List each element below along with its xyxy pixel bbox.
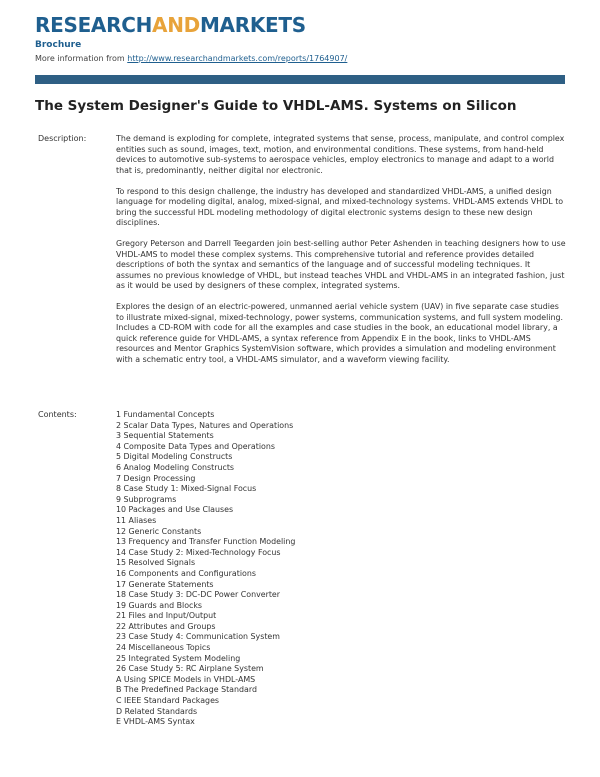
contents-item: 10 Packages and Use Clauses	[116, 505, 234, 515]
contents-item: 6 Analog Modeling Constructs	[116, 462, 235, 472]
more-info-line	[35, 53, 347, 64]
contents-item: A Using SPICE Models in VHDL-AMS	[116, 674, 256, 684]
contents-item: 11 Aliases	[116, 515, 157, 525]
contents-item: 12 Generic Constants	[116, 526, 202, 536]
contents-item: 17 Generate Statements	[116, 579, 214, 589]
contents-item: 25 Integrated System Modeling	[116, 653, 241, 663]
contents-item: 14 Case Study 2: Mixed-Technology Focus	[116, 547, 281, 557]
report-link[interactable]: http://www.researchandmarkets.com/reports/1764907/	[127, 54, 348, 63]
contents-item: 24 Miscellaneous Topics	[116, 643, 211, 653]
contents-item: 8 Case Study 1: Mixed-Signal Focus	[116, 484, 257, 494]
contents-item: 9 Subprograms	[116, 494, 177, 504]
description-paragraph: The demand is exploding for complete, integrated systems that sense, process, manipulate, and control complex entities such as sound, images, text, motion, and environmental conditions. These systems, from hand-held devices to automotive sub-systems to aerospace vehicles, employ electronics to manage and adapt to a world that is, predominantly, neither digital nor electronic.	[116, 134, 565, 175]
page-title: The System Designer's Guide to VHDL-AMS. Systems on Silicon	[35, 98, 517, 114]
description-body	[116, 134, 566, 376]
contents-item: 4 Composite Data Types and Operations	[116, 441, 275, 451]
contents-item: 1 Fundamental Concepts	[116, 410, 215, 419]
contents-item: 19 Guards and Blocks	[116, 600, 203, 610]
description-label: Description:	[38, 134, 87, 143]
header-divider-bar	[35, 75, 565, 84]
logo	[35, 13, 306, 37]
contents-item: B The Predefined Package Standard	[116, 685, 257, 695]
contents-item: 3 Sequential Statements	[116, 431, 214, 441]
contents-item: 5 Digital Modeling Constructs	[116, 452, 233, 462]
contents-item: 2 Scalar Data Types, Natures and Operations	[116, 420, 294, 430]
contents-item: 7 Design Processing	[116, 473, 196, 483]
description-paragraph: Includes a CD-ROM with code for all the examples and case studies in the book, an educational model library, a quick reference guide for VHDL-AMS, a syntax reference from Appendix E in the book, links to VHDL-AMS resources and Mentor Graphics SystemVision software, which provides a simulation and modeling environment with a schematic entry tool, a VHDL-AMS simulator, and a waveform viewing facility.	[116, 323, 558, 364]
logo-research: RESEARCH	[35, 13, 153, 37]
contents-item: 23 Case Study 4: Communication System	[116, 632, 280, 642]
contents-item: D Related Standards	[116, 706, 198, 716]
contents-item: 16 Components and Configurations	[116, 568, 256, 578]
contents-label: Contents:	[38, 410, 77, 419]
description-paragraph: Gregory Peterson and Darrell Teegarden join best-selling author Peter Ashenden in teaching designers how to use VHDL-AMS to model these complex systems. This comprehensive tutorial and reference provides detailed descriptions of both the syntax and semantics of the language and of successful modeling techniques. It assumes no previous knowledge of VHDL, but instead teaches VHDL and VHDL-AMS in an integrated fashion, just as it would be used by designers of these complex, integrated systems.	[116, 239, 566, 290]
contents-item: 18 Case Study 3: DC-DC Power Converter	[116, 590, 281, 600]
contents-item: 22 Attributes and Groups	[116, 621, 216, 631]
contents-item: 15 Resolved Signals	[116, 558, 196, 568]
contents-item: E VHDL-AMS Syntax	[116, 717, 195, 727]
logo-and: AND	[152, 13, 200, 37]
logo-markets: MARKETS	[199, 13, 306, 37]
contents-item: 21 Files and Input/Output	[116, 611, 217, 621]
description-paragraph: To respond to this design challenge, the industry has developed and standardized VHDL-AMS, a unified design language for modeling digital, analog, mixed-signal, and mixed-technology systems. VHDL-AMS extends VHDL to bring the successful HDL modeling methodology of digital electronic systems design to these new design disciplines.	[116, 186, 564, 227]
contents-item: C IEEE Standard Packages	[116, 696, 220, 706]
contents-item: 13 Frequency and Transfer Function Modeling	[116, 537, 296, 547]
more-info-prefix: More information from	[35, 54, 128, 63]
contents-list	[116, 410, 295, 728]
contents-item: 26 Case Study 5: RC Airplane System	[116, 664, 264, 674]
description-paragraph: Explores the design of an electric-powered, unmanned aerial vehicle system (UAV) in five separate case studies to illustrate mixed-signal, mixed-technology, power systems, communication systems, and full system modeling.	[116, 302, 564, 322]
brochure-label: Brochure	[35, 40, 82, 50]
